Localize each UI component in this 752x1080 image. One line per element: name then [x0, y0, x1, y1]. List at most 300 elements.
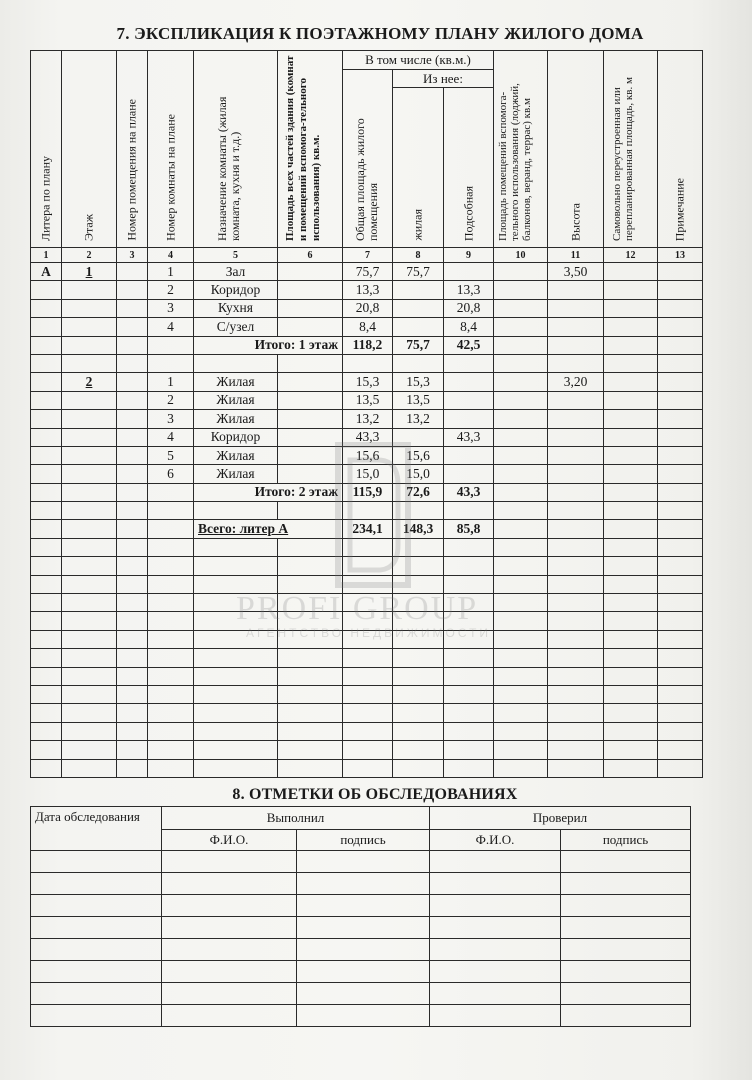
table-cell [393, 722, 444, 740]
table-cell [494, 354, 548, 372]
table-cell [444, 630, 494, 648]
cell-height: 3,50 [548, 263, 604, 281]
table-cell [658, 594, 703, 612]
table-row [31, 649, 703, 667]
table-cell [148, 575, 194, 593]
cell-purpose: Зал [194, 263, 278, 281]
watermark: PROFI GROUP АГЕНТСТВО НЕДВИЖИМОСТИ [228, 440, 518, 650]
table-cell [494, 612, 548, 630]
table-cell [444, 741, 494, 759]
header-room-number: Номер помещения на плане [117, 51, 148, 248]
table-cell [548, 575, 604, 593]
table-cell [548, 722, 604, 740]
header-area-parts: Площадь всех частей здания (комнат и помещений вспомога-тельного использования) кв.м. [278, 51, 343, 248]
cell-aux-area [494, 263, 548, 281]
summary-aux: 85,8 [444, 520, 494, 538]
table-cell [343, 557, 393, 575]
table-cell [494, 722, 548, 740]
cell-aux: 20,8 [444, 299, 494, 317]
cell-height [548, 318, 604, 336]
table-cell [343, 612, 393, 630]
inspection-cell [162, 939, 297, 961]
table-row [31, 465, 703, 483]
table-cell [343, 685, 393, 703]
cell-purpose: Жилая [194, 373, 278, 391]
cell-aux: 13,3 [444, 281, 494, 299]
table-row [31, 373, 703, 391]
cell-litera [31, 446, 62, 464]
table-cell [148, 483, 194, 501]
summary-living: 75,7 [393, 336, 444, 354]
table-cell [117, 538, 148, 556]
header-purpose: Назначение комнаты (жилая комната, кухня и т.д.) [194, 51, 278, 248]
table-cell [117, 722, 148, 740]
column-number: 11 [548, 248, 604, 263]
table-cell [444, 759, 494, 777]
table-row [31, 630, 703, 648]
table-cell [393, 685, 444, 703]
cell-total: 13,3 [343, 281, 393, 299]
cell-total: 15,6 [343, 446, 393, 464]
table-cell [658, 741, 703, 759]
table-cell [494, 630, 548, 648]
table-cell [658, 502, 703, 520]
cell-aux [444, 446, 494, 464]
cell-height: 3,20 [548, 373, 604, 391]
table-cell [444, 667, 494, 685]
table-cell [494, 759, 548, 777]
table-cell [148, 594, 194, 612]
inspection-cell [162, 851, 297, 873]
inspection-row [31, 983, 691, 1005]
inspection-row [31, 895, 691, 917]
cell-living [393, 318, 444, 336]
table-cell [148, 741, 194, 759]
table-cell [31, 557, 62, 575]
inspection-cell [31, 851, 162, 873]
table-cell [494, 667, 548, 685]
summary-living: 148,3 [393, 520, 444, 538]
table-cell [658, 667, 703, 685]
table-cell [548, 741, 604, 759]
table-cell [343, 667, 393, 685]
summary-row [31, 483, 703, 501]
table-cell [494, 520, 548, 538]
inspection-cell [162, 1005, 297, 1027]
table-cell [31, 630, 62, 648]
cell-litera: А [31, 263, 62, 281]
table-row [31, 446, 703, 464]
table-cell [148, 759, 194, 777]
table-cell [343, 741, 393, 759]
inspection-cell [31, 1005, 162, 1027]
table-cell [658, 630, 703, 648]
summary-aux: 42,5 [444, 336, 494, 354]
table-cell [278, 594, 343, 612]
inspection-cell [561, 873, 691, 895]
cell-living: 15,0 [393, 465, 444, 483]
table-cell [658, 685, 703, 703]
header-aux-area: Площадь помещений вспомога-тельного использования (лоджий, балконов, веранд, террас) кв.м [494, 51, 548, 248]
explication-table [30, 50, 703, 778]
cell-room [117, 299, 148, 317]
cell-living: 13,2 [393, 410, 444, 428]
table-cell [117, 667, 148, 685]
summary-label: Итого: 1 этаж [194, 336, 343, 354]
cell-total: 8,4 [343, 318, 393, 336]
cell-height [548, 299, 604, 317]
table-cell [148, 502, 194, 520]
table-cell [548, 630, 604, 648]
cell-komn: 4 [148, 428, 194, 446]
table-cell [604, 594, 658, 612]
cell-litera [31, 318, 62, 336]
summary-total: 234,1 [343, 520, 393, 538]
cell-room [117, 318, 148, 336]
table-cell [393, 612, 444, 630]
inspection-row [31, 851, 691, 873]
table-cell [444, 649, 494, 667]
table-cell [117, 557, 148, 575]
table-cell [494, 685, 548, 703]
table-cell [278, 759, 343, 777]
table-cell [278, 502, 343, 520]
cell-parts [278, 428, 343, 446]
inspection-cell [162, 873, 297, 895]
cell-room [117, 263, 148, 281]
table-cell [604, 759, 658, 777]
table-cell [393, 667, 444, 685]
table-cell [148, 612, 194, 630]
table-cell [31, 538, 62, 556]
cell-komn: 5 [148, 446, 194, 464]
table-cell [548, 667, 604, 685]
cell-aux-area [494, 428, 548, 446]
inspection-cell [162, 983, 297, 1005]
cell-aux: 43,3 [444, 428, 494, 446]
table-cell [494, 336, 548, 354]
table-row [31, 594, 703, 612]
table-cell [658, 722, 703, 740]
inspection-row [31, 873, 691, 895]
cell-purpose: С/узел [194, 318, 278, 336]
table-row [31, 263, 703, 281]
cell-self-built [604, 299, 658, 317]
table-cell [548, 594, 604, 612]
table-cell [194, 667, 278, 685]
cell-komn: 1 [148, 373, 194, 391]
table-cell [62, 630, 117, 648]
table-cell [31, 741, 62, 759]
header-aux: Подсобная [444, 88, 494, 248]
cell-room [117, 465, 148, 483]
table-cell [343, 722, 393, 740]
table-row [31, 538, 703, 556]
header-note: Примечание [658, 51, 703, 248]
table-cell [444, 594, 494, 612]
table-cell [62, 722, 117, 740]
summary-label: Всего: литер А [194, 520, 343, 538]
header-floor: Этаж [62, 51, 117, 248]
header-self-built: Самовольно переустроенная или перепланированная площадь, кв. м [604, 51, 658, 248]
table-cell [604, 354, 658, 372]
table-cell [278, 354, 343, 372]
cell-komn: 3 [148, 410, 194, 428]
cell-aux [444, 373, 494, 391]
table-cell [658, 704, 703, 722]
cell-aux-area [494, 391, 548, 409]
table-cell [148, 336, 194, 354]
table-cell [548, 685, 604, 703]
inspection-cell [297, 917, 430, 939]
table-cell [658, 354, 703, 372]
table-cell [343, 354, 393, 372]
table-cell [548, 612, 604, 630]
cell-floor [62, 299, 117, 317]
table-cell [148, 704, 194, 722]
cell-living [393, 428, 444, 446]
table-cell [194, 630, 278, 648]
table-cell [117, 483, 148, 501]
cell-height [548, 391, 604, 409]
inspection-cell [162, 961, 297, 983]
cell-self-built [604, 410, 658, 428]
column-number: 10 [494, 248, 548, 263]
cell-komn: 4 [148, 318, 194, 336]
table-cell [343, 649, 393, 667]
table-cell [604, 667, 658, 685]
table-row [31, 281, 703, 299]
table-cell [444, 612, 494, 630]
inspection-cell [297, 895, 430, 917]
table-cell [658, 557, 703, 575]
cell-parts [278, 299, 343, 317]
cell-self-built [604, 281, 658, 299]
cell-living: 13,5 [393, 391, 444, 409]
header-date: Дата обследования [31, 807, 162, 851]
cell-litera [31, 299, 62, 317]
cell-komn: 6 [148, 465, 194, 483]
inspection-cell [430, 939, 561, 961]
table-cell [658, 759, 703, 777]
table-row [31, 557, 703, 575]
table-cell [194, 722, 278, 740]
table-cell [393, 759, 444, 777]
cell-self-built [604, 465, 658, 483]
column-number: 13 [658, 248, 703, 263]
table-cell [604, 502, 658, 520]
table-cell [31, 667, 62, 685]
cell-purpose: Жилая [194, 465, 278, 483]
table-cell [393, 557, 444, 575]
table-cell [194, 538, 278, 556]
column-number: 9 [444, 248, 494, 263]
table-cell [604, 722, 658, 740]
table-cell [658, 612, 703, 630]
table-cell [148, 722, 194, 740]
cell-komn: 2 [148, 281, 194, 299]
table-cell [278, 667, 343, 685]
cell-note [658, 465, 703, 483]
inspection-cell [430, 917, 561, 939]
table-cell [494, 538, 548, 556]
cell-purpose: Жилая [194, 446, 278, 464]
table-cell [494, 704, 548, 722]
table-cell [62, 575, 117, 593]
header-checked-fio: Ф.И.О. [430, 830, 561, 851]
cell-room [117, 391, 148, 409]
cell-total: 20,8 [343, 299, 393, 317]
table-cell [31, 594, 62, 612]
inspection-cell [31, 961, 162, 983]
table-cell [548, 520, 604, 538]
summary-living: 72,6 [393, 483, 444, 501]
cell-floor [62, 465, 117, 483]
table-cell [62, 685, 117, 703]
table-cell [117, 759, 148, 777]
inspection-cell [430, 895, 561, 917]
table-cell [117, 575, 148, 593]
cell-komn: 2 [148, 391, 194, 409]
table-cell [604, 630, 658, 648]
header-komn-number: Номер комнаты на плане [148, 51, 194, 248]
table-cell [444, 575, 494, 593]
table-cell [148, 557, 194, 575]
inspection-cell [297, 851, 430, 873]
cell-living: 15,6 [393, 446, 444, 464]
cell-self-built [604, 446, 658, 464]
cell-aux [444, 263, 494, 281]
summary-total: 118,2 [343, 336, 393, 354]
table-cell [548, 354, 604, 372]
cell-total: 15,3 [343, 373, 393, 391]
cell-aux [444, 465, 494, 483]
cell-living [393, 299, 444, 317]
table-cell [194, 594, 278, 612]
table-cell [604, 575, 658, 593]
table-cell [278, 557, 343, 575]
inspection-row [31, 961, 691, 983]
table-cell [548, 483, 604, 501]
summary-total: 115,9 [343, 483, 393, 501]
header-total-area: Общая площадь жилого помещения [343, 70, 393, 248]
inspection-row [31, 917, 691, 939]
table-cell [62, 741, 117, 759]
table-cell [604, 557, 658, 575]
cell-aux [444, 391, 494, 409]
header-checked-sign: подпись [561, 830, 691, 851]
table-row [31, 299, 703, 317]
cell-living: 75,7 [393, 263, 444, 281]
cell-total: 43,3 [343, 428, 393, 446]
table-cell [393, 594, 444, 612]
inspection-cell [31, 939, 162, 961]
inspection-cell [561, 917, 691, 939]
header-done: Выполнил [162, 807, 430, 830]
table-row [31, 667, 703, 685]
table-cell [343, 704, 393, 722]
table-cell [494, 557, 548, 575]
cell-parts [278, 391, 343, 409]
cell-parts [278, 318, 343, 336]
table-cell [117, 594, 148, 612]
cell-self-built [604, 391, 658, 409]
cell-self-built [604, 318, 658, 336]
cell-room [117, 373, 148, 391]
table-cell [658, 336, 703, 354]
cell-living: 15,3 [393, 373, 444, 391]
table-cell [278, 741, 343, 759]
table-cell [494, 483, 548, 501]
cell-room [117, 428, 148, 446]
cell-floor [62, 281, 117, 299]
table-cell [604, 741, 658, 759]
inspection-table [30, 806, 691, 1027]
table-cell [31, 502, 62, 520]
header-height: Высота [548, 51, 604, 248]
cell-purpose: Коридор [194, 281, 278, 299]
table-cell [62, 538, 117, 556]
cell-komn: 1 [148, 263, 194, 281]
cell-floor [62, 410, 117, 428]
table-cell [393, 741, 444, 759]
table-cell [62, 502, 117, 520]
summary-label: Итого: 2 этаж [194, 483, 343, 501]
table-cell [343, 575, 393, 593]
cell-aux: 8,4 [444, 318, 494, 336]
table-cell [494, 575, 548, 593]
table-cell [194, 612, 278, 630]
summary-row [31, 520, 703, 538]
table-cell [117, 741, 148, 759]
table-cell [62, 483, 117, 501]
cell-note [658, 263, 703, 281]
table-cell [31, 575, 62, 593]
table-cell [343, 630, 393, 648]
table-cell [31, 520, 62, 538]
table-cell [658, 575, 703, 593]
table-cell [658, 538, 703, 556]
summary-aux: 43,3 [444, 483, 494, 501]
header-incl: В том числе (кв.м.) [343, 51, 494, 70]
table-cell [444, 354, 494, 372]
table-row [31, 722, 703, 740]
cell-purpose: Жилая [194, 391, 278, 409]
inspection-cell [561, 939, 691, 961]
table-cell [62, 594, 117, 612]
inspection-cell [31, 983, 162, 1005]
table-cell [444, 557, 494, 575]
table-cell [31, 336, 62, 354]
cell-parts [278, 281, 343, 299]
table-cell [194, 354, 278, 372]
table-cell [393, 630, 444, 648]
table-cell [62, 612, 117, 630]
cell-parts [278, 373, 343, 391]
table-cell [117, 612, 148, 630]
inspection-cell [31, 917, 162, 939]
cell-height [548, 281, 604, 299]
table-cell [62, 649, 117, 667]
cell-komn: 3 [148, 299, 194, 317]
table-cell [31, 685, 62, 703]
table-cell [393, 704, 444, 722]
table-cell [31, 649, 62, 667]
table-cell [194, 502, 278, 520]
table-cell [148, 667, 194, 685]
summary-row [31, 336, 703, 354]
table-cell [148, 354, 194, 372]
